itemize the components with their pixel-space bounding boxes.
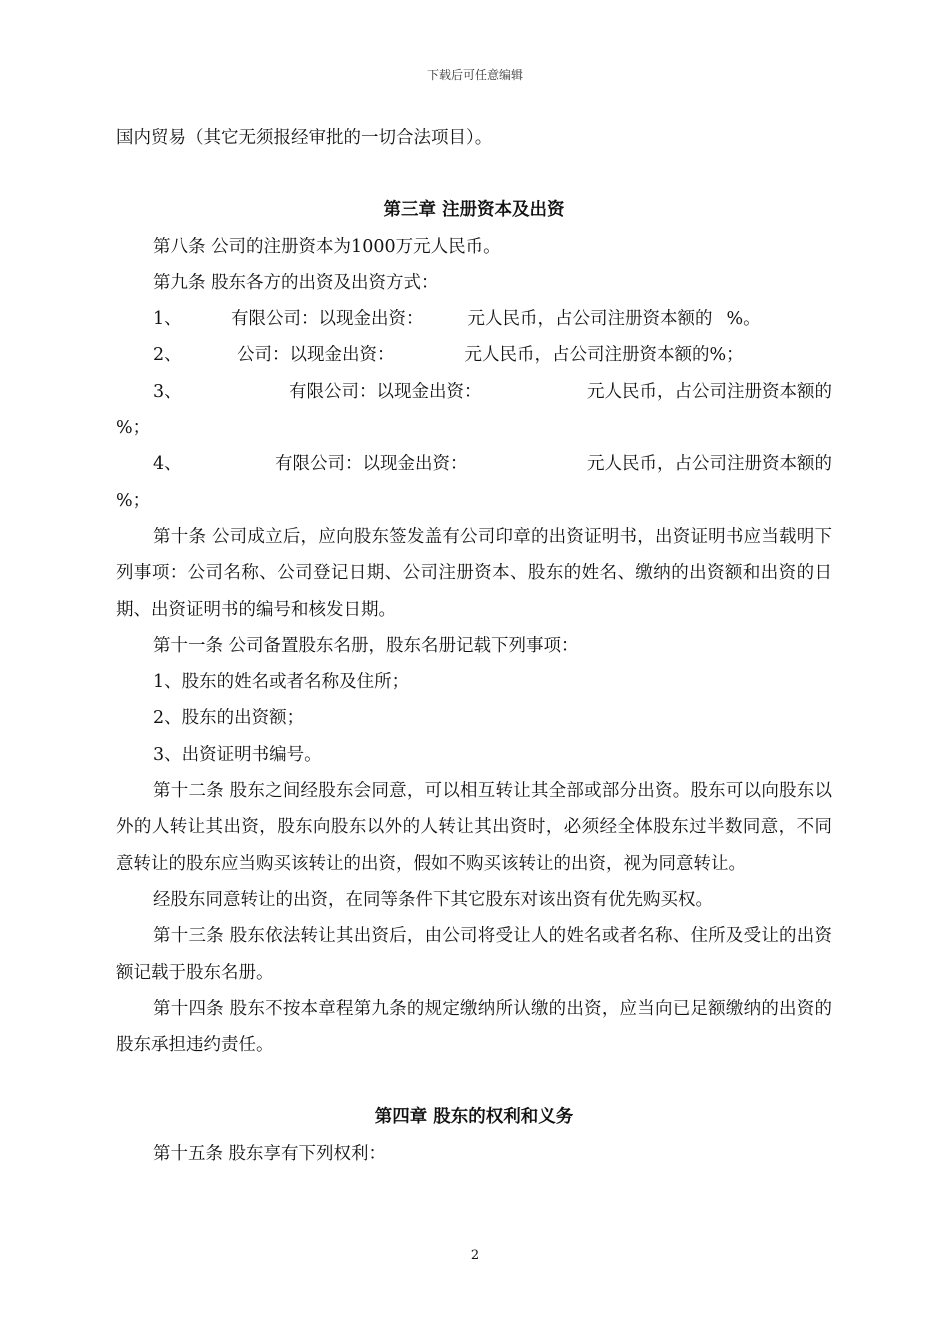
article-13: 第十三条 股东依法转让其出资后，由公司将受让人的姓名或者名称、住所及受让的出资额记载于股东名册。 <box>116 926 832 983</box>
item-text: 元人民币，占公司注册资本额的 <box>587 381 832 402</box>
item-text: 有限公司：以现金出资： <box>275 454 468 475</box>
item-number: 4、 <box>153 454 182 475</box>
item-text: 元人民币，占公司注册资本额的 <box>587 454 832 475</box>
article-10: 第十条 公司成立后，应向股东签发盖有公司印章的出资证明书，出资证明书应当载明下列事项：公司名称、公司登记日期、公司注册资本、股东的姓名、缴纳的出资额和出资的日期、出资证明书的编号和核发日期。 <box>116 526 832 620</box>
article-11: 第十一条 公司备置股东名册，股东名册记载下列事项： <box>153 635 579 656</box>
article-11-item-1: 1、股东的姓名或者名称及住所； <box>153 672 410 693</box>
item-text: 元人民币，占公司注册资本额的 <box>467 309 713 330</box>
article-9: 第九条 股东各方的出资及出资方式： <box>153 272 439 293</box>
article-12: 第十二条 股东之间经股东会同意，可以相互转让其全部或部分出资。股东可以向股东以外的人转让其出资，股东向股东以外的人转让其出资时，必须经全体股东过半数同意，不同意转让的股东应当购买该转让的出资，假如不购买该转让的出资，视为同意转让。 <box>116 781 832 874</box>
item-text: 有限公司：以现金出资： <box>231 309 424 330</box>
article-8: 第八条 公司的注册资本为1000万元人民币。 <box>153 236 501 257</box>
item-text: 有限公司：以现金出资： <box>289 381 482 402</box>
item-number: 1、 <box>153 309 182 330</box>
item-number: 3、 <box>153 381 182 402</box>
page-number: 2 <box>470 1248 480 1263</box>
page-header: 下载后可任意编辑 <box>426 68 523 82</box>
shareholder-item-1 <box>116 301 832 337</box>
shareholder-item-4 <box>116 446 832 482</box>
shareholder-item-2 <box>116 337 832 373</box>
chapter-three-title: 第三章 注册资本及出资 <box>383 200 565 221</box>
article-12-continued: 经股东同意转让的出资，在同等条件下其它股东对该出资有优先购买权。 <box>153 889 713 910</box>
article-11-item-3: 3、出资证明书编号。 <box>153 744 322 765</box>
document-body <box>116 120 832 1172</box>
article-11-item-2: 2、股东的出资额； <box>153 708 305 729</box>
shareholder-item-3-tail: %； <box>116 418 151 439</box>
article-15: 第十五条 股东享有下列权利： <box>153 1143 387 1164</box>
shareholder-item-4-tail: %； <box>116 490 151 511</box>
article-14: 第十四条 股东不按本章程第九条的规定缴纳所认缴的出资，应当向已足额缴纳的出资的股东承担违约责任。 <box>116 998 832 1056</box>
item-text: 元人民币，占公司注册资本额的%； <box>464 345 744 366</box>
intro-paragraph: 国内贸易（其它无须报经审批的一切合法项目）。 <box>116 128 493 148</box>
item-number: 2、 <box>153 345 182 366</box>
item-text: 公司：以现金出资： <box>237 345 395 366</box>
chapter-four-title: 第四章 股东的权利和义务 <box>374 1107 574 1128</box>
item-text: %。 <box>726 309 761 330</box>
shareholder-item-3 <box>116 374 832 410</box>
